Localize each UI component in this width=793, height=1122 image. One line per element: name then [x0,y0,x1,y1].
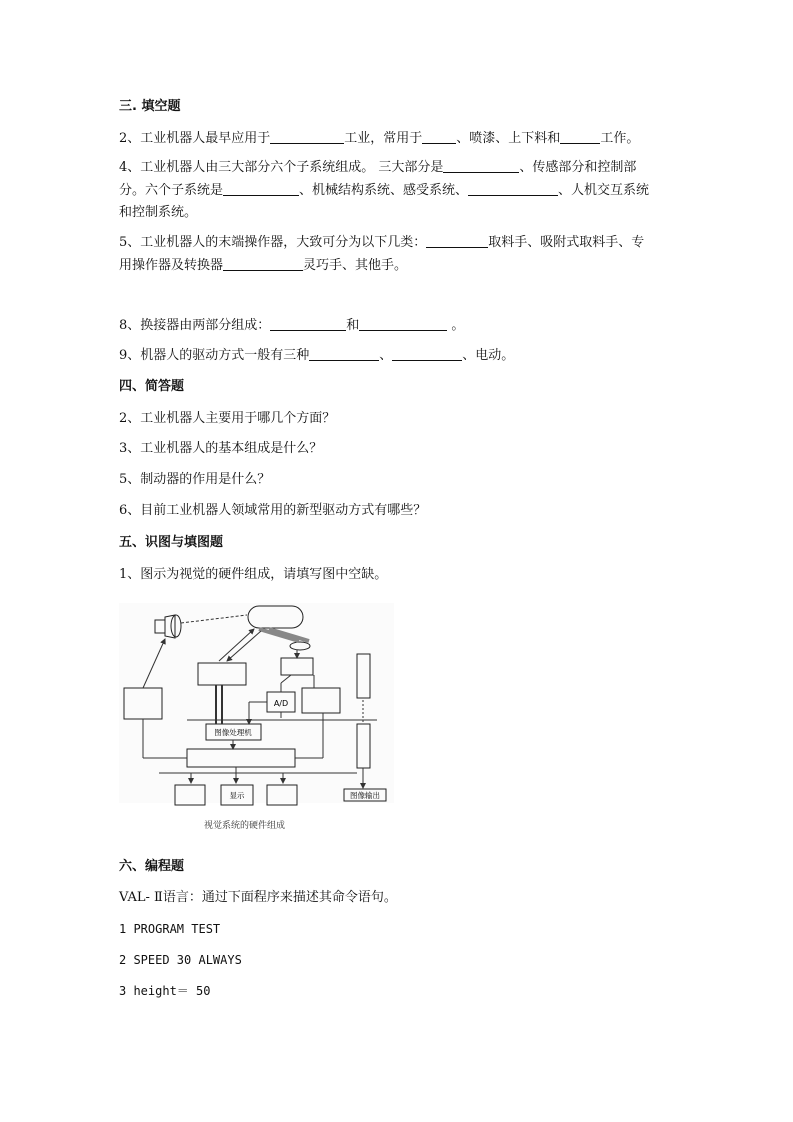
q2-text-c: 、喷漆、上下料和 [456,131,561,146]
processor-label: 图像处理机 [214,728,252,737]
image-output-label: 图像输出 [350,791,380,800]
q4-text-2a: 分。六个子系统是 [119,183,224,198]
q4-text-2c: 、人机交互系统 [558,183,650,198]
q9-blank-1[interactable] [309,346,379,361]
q5-text-1a: 5、工业机器人的末端操作器，大致可分为以下几类： [119,235,427,250]
code-line: 2 SPEED 30 ALWAYS [119,953,242,967]
q2-blank-1[interactable] [270,129,344,144]
q9-text-b: 、 [379,348,393,363]
q4-text-1b: 、传感部分和控制部 [519,160,637,175]
s4-question: 5、制动器的作用是什么？ [119,472,271,487]
q4-blank-2[interactable] [223,181,299,196]
q5-text-2b: 灵巧手、其他手。 [303,258,408,273]
q5-line-2 [119,255,679,277]
q4-blank-1[interactable] [443,158,519,173]
section5-title: 五、识图与填图题 [119,535,224,550]
figure-caption: 视觉系统的硬件组成 [204,821,286,831]
section3-title: 三. 填空题 [119,99,181,114]
q2-line [119,128,679,150]
q8-blank-2[interactable] [359,316,447,331]
q8-text-c: 。 [447,318,465,333]
q4-line-3: 和控制系统。 [119,205,198,220]
q4-line-2 [119,180,679,202]
q4-text-2b: 、机械结构系统、感受系统、 [299,183,469,198]
q4-blank-3[interactable] [468,181,558,196]
q9-blank-2[interactable] [392,346,462,361]
q5-line-1 [119,232,679,254]
q5-blank-2[interactable] [223,256,303,271]
q5-blank-1[interactable] [426,233,488,248]
display-label: 显示 [229,791,245,800]
q8-text-b: 和 [346,318,360,333]
q2-blank-3[interactable] [560,129,600,144]
q2-text-a: 2、工业机器人最早应用于 [119,131,271,146]
q2-blank-2[interactable] [422,129,456,144]
section6-title: 六、编程题 [119,859,185,874]
q4-text-1a: 4、工业机器人由三大部分六个子系统组成。 三大部分是 [119,160,444,175]
q9-text-a: 9、机器人的驱动方式一般有三种 [119,348,310,363]
s4-question: 3、工业机器人的基本组成是什么？ [119,441,323,456]
section4-title: 四、简答题 [119,379,185,394]
q5-text-1b: 取料手、吸附式取料手、专 [488,235,645,250]
q4-line-1 [119,157,679,179]
s5-question: 1、图示为视觉的硬件组成，请填写图中空缺。 [119,567,388,582]
q8-blank-1[interactable] [270,316,346,331]
q9-text-c: 、电动。 [462,348,515,363]
q9-line [119,345,679,367]
q2-text-d: 工作。 [600,131,640,146]
ad-label: A/D [273,699,289,708]
q5-text-2a: 用操作器及转换器 [119,258,224,273]
q8-text-a: 8、换接器由两部分组成： [119,318,271,333]
s4-question: 2、工业机器人主要用于哪几个方面？ [119,411,336,426]
code-line: 1 PROGRAM TEST [119,922,221,936]
code-line: 3 height＝ 50 [119,984,211,998]
q8-line [119,315,679,337]
s4-question: 6、目前工业机器人领域常用的新型驱动方式有哪些？ [119,503,427,518]
s6-intro: VAL- Ⅱ语言：通过下面程序来描述其命令语句。 [119,890,397,905]
vision-hardware-diagram [119,603,399,813]
q2-text-b: 工业，常用于 [344,131,423,146]
